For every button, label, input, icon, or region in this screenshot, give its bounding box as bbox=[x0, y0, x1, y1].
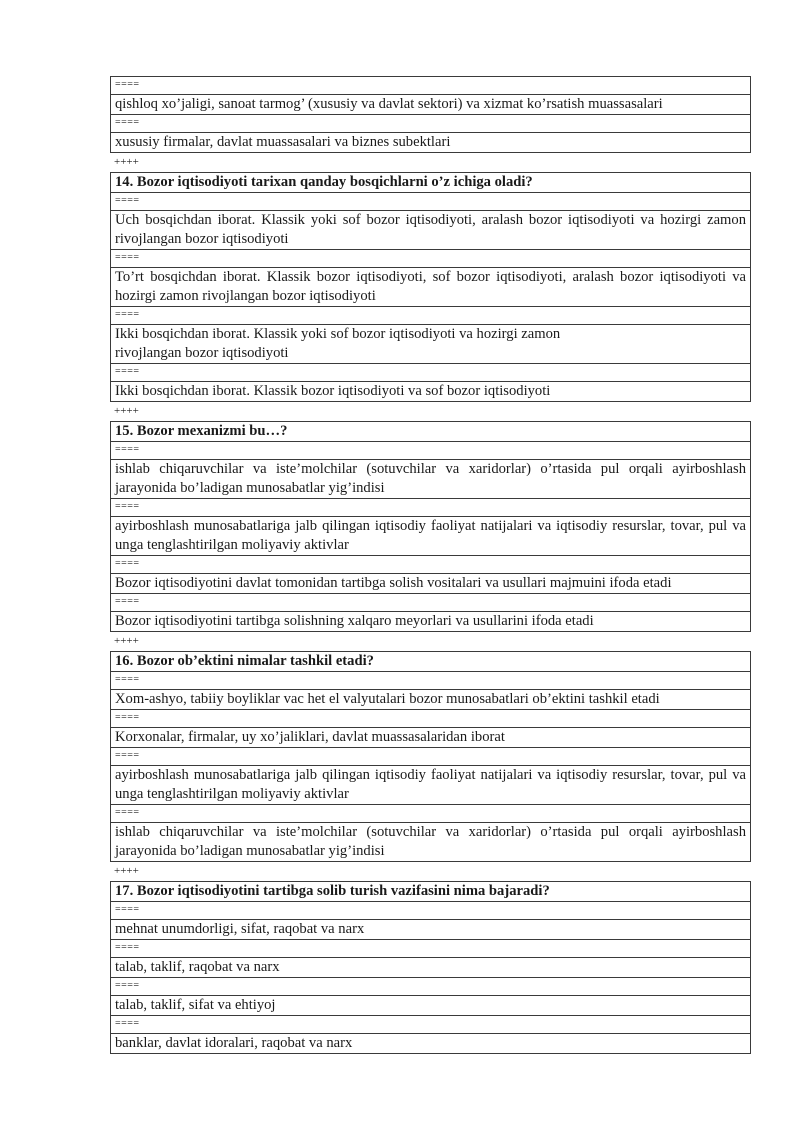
answer-option: Korxonalar, firmalar, uy xo’jaliklari, davlat muassasalaridan iborat bbox=[111, 727, 750, 747]
question-text: 15. Bozor mexanizmi bu…? bbox=[115, 423, 288, 439]
answer-option: ishlab chiqaruvchilar va iste’molchilar (sotuvchilar va xaridorlar) o’rtasida pul orqali ayirboshlash jarayonida bo’ladigan munosabatlar yig’indisi bbox=[111, 459, 750, 498]
question-block-14 bbox=[110, 172, 751, 402]
answer-option: talab, taklif, raqobat va narx bbox=[111, 957, 750, 977]
separator: ==== bbox=[111, 747, 750, 765]
answer-option: ayirboshlash munosabatlariga jalb qilingan iqtisodiy faoliyat natijalari va iqtisodiy resurslar, tovar, pul va unga tenglashtirilgan moliyaviy aktivlar bbox=[111, 765, 750, 804]
separator: ==== bbox=[111, 363, 750, 381]
answer-option: talab, taklif, sifat va ehtiyoj bbox=[111, 995, 750, 1015]
separator: ==== bbox=[111, 306, 750, 324]
question-text: 16. Bozor ob’ektini nimalar tashkil etadi? bbox=[115, 653, 374, 669]
answer-option: Bozor iqtisodiyotini tartibga solishning xalqaro meyorlari va usullarini ifoda etadi bbox=[111, 611, 750, 631]
separator: ==== bbox=[111, 939, 750, 957]
question-delimiter: ++++ bbox=[114, 156, 139, 168]
separator: ==== bbox=[111, 671, 750, 689]
separator: ==== bbox=[111, 249, 750, 267]
answer-option: xususiy firmalar, davlat muassasalari va biznes subektlari bbox=[111, 132, 750, 152]
answer-option: ishlab chiqaruvchilar va iste’molchilar (sotuvchilar va xaridorlar) o’rtasida pul orqali ayirboshlash jarayonida bo’ladigan munosabatlar yig’indisi bbox=[111, 822, 750, 861]
answer-option: Bozor iqtisodiyotini davlat tomonidan tartibga solish vositalari va usullari majmuini ifoda etadi bbox=[111, 573, 750, 593]
separator: ==== bbox=[111, 498, 750, 516]
answer-block-13 bbox=[110, 76, 751, 153]
answer-option: banklar, davlat idoralari, raqobat va narx bbox=[111, 1033, 750, 1053]
answer-option: To’rt bosqichdan iborat. Klassik bozor iqtisodiyoti, sof bozor iqtisodiyoti, aralash bozor iqtisodiyoti va hozirgi zamon rivojlangan bozor iqtisodiyoti bbox=[111, 267, 750, 306]
answer-option: Xom-ashyo, tabiiy boyliklar vac het el valyutalari bozor munosabatlari ob’ektini tashkil etadi bbox=[111, 689, 750, 709]
question-block-16 bbox=[110, 651, 751, 862]
answer-option: Ikki bosqichdan iborat. Klassik yoki sof bozor iqtisodiyoti va hozirgi zamon rivojlangan bozor iqtisodiyoti bbox=[111, 324, 750, 363]
separator: ==== bbox=[111, 114, 750, 132]
question-delimiter: ++++ bbox=[114, 635, 139, 647]
question-block-15 bbox=[110, 421, 751, 632]
separator: ==== bbox=[115, 79, 140, 90]
separator: ==== bbox=[111, 192, 750, 210]
separator: ==== bbox=[111, 441, 750, 459]
question-list bbox=[110, 153, 751, 1054]
answer-option: ayirboshlash munosabatlariga jalb qilingan iqtisodiy faoliyat natijalari va iqtisodiy resurslar, tovar, pul va unga tenglashtirilgan moliyaviy aktivlar bbox=[111, 516, 750, 555]
answer-option: Uch bosqichdan iborat. Klassik yoki sof bozor iqtisodiyoti, aralash bozor iqtisodiyoti va hozirgi zamon rivojlangan bozor iqtisodiyoti bbox=[111, 210, 750, 249]
separator: ==== bbox=[111, 901, 750, 919]
question-delimiter: ++++ bbox=[114, 405, 139, 417]
separator: ==== bbox=[111, 1015, 750, 1033]
question-block-17 bbox=[110, 881, 751, 1054]
test-document bbox=[110, 76, 751, 1054]
separator: ==== bbox=[111, 804, 750, 822]
question-delimiter: ++++ bbox=[114, 865, 139, 877]
separator: ==== bbox=[111, 977, 750, 995]
answer-option: mehnat unumdorligi, sifat, raqobat va narx bbox=[111, 919, 750, 939]
answer-option: Ikki bosqichdan iborat. Klassik bozor iqtisodiyoti va sof bozor iqtisodiyoti bbox=[111, 381, 750, 401]
separator: ==== bbox=[111, 709, 750, 727]
question-text: 17. Bozor iqtisodiyotini tartibga solib turish vazifasini nima bajaradi? bbox=[115, 883, 550, 899]
separator: ==== bbox=[111, 593, 750, 611]
separator: ==== bbox=[111, 555, 750, 573]
answer-option: qishloq xo’jaligi, sanoat tarmog’ (xususiy va davlat sektori) va xizmat ko’rsatish muassasalari bbox=[111, 94, 750, 114]
question-text: 14. Bozor iqtisodiyoti tarixan qanday bosqichlarni o’z ichiga oladi? bbox=[115, 174, 533, 190]
